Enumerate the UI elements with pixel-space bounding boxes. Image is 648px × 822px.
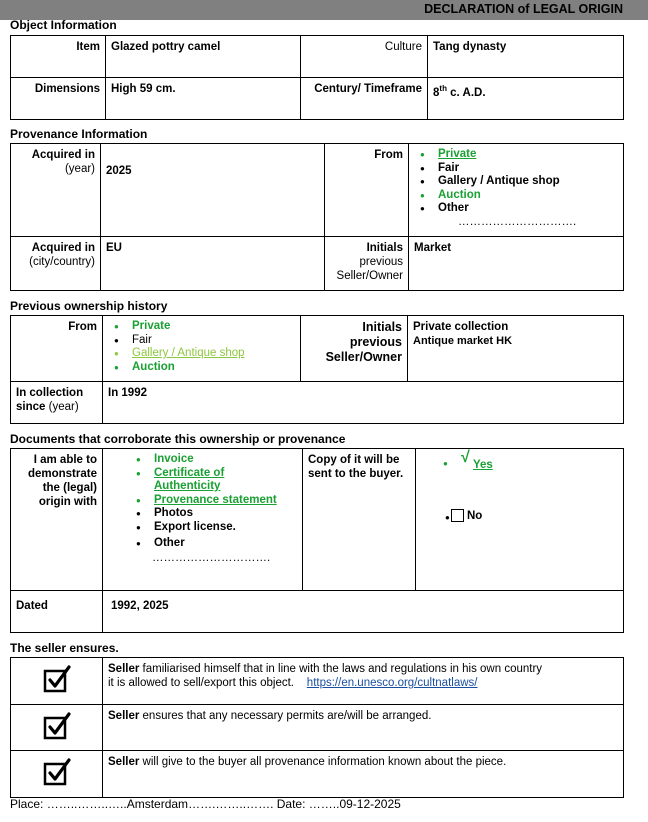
provenance-option-private: ● Private (414, 148, 618, 162)
seller-check-3-cell (11, 751, 103, 798)
able-line4: origin with (38, 496, 97, 508)
culture-label: Culture (301, 36, 428, 78)
section-title-previous-ownership: Previous ownership history (10, 299, 168, 313)
century-rest: c. A.D. (446, 86, 486, 99)
object-information-table (10, 35, 624, 120)
place-dots-after: …….……..……. (188, 797, 274, 811)
checkbox-checked-icon (42, 757, 72, 787)
initials-label-line3: Seller/Owner (336, 270, 403, 282)
previous-initials-label-cell (301, 316, 408, 382)
initials-label-line1: Initials (366, 242, 403, 254)
provenance-option-fair: ● Fair (414, 162, 618, 176)
dimensions-label: Dimensions (11, 78, 106, 120)
copy-text: Copy of it will be sent to the buyer. (303, 449, 416, 591)
yes-label: Yes (473, 459, 493, 471)
provenance-table (10, 143, 624, 291)
seller-statement-3 (103, 751, 624, 798)
acquired-year-value: 2025 (101, 144, 325, 237)
dimensions-value: High 59 cm. (106, 78, 301, 120)
doc-option-export-license: ● Export license. (130, 521, 297, 535)
date-value: 09-12-2025 (339, 797, 401, 811)
previous-option-private: ● Private (108, 320, 295, 334)
date-dots: …….. (305, 797, 340, 811)
section-title-documents: Documents that corroborate this ownership or provenance (10, 432, 346, 446)
provenance-option-gallery: ● Gallery / Antique shop (414, 175, 618, 189)
seller-ensures-table (10, 657, 624, 798)
century-suffix: th (439, 84, 447, 93)
initials-value: Market (409, 237, 624, 291)
initials-label-line2: previous (359, 256, 403, 268)
since-label: since (16, 401, 46, 413)
unesco-link[interactable]: https://en.unesco.org/cultnatlaws/ (306, 677, 478, 689)
section-title-object-information: Object Information (10, 18, 117, 32)
place-value: Amsterdam (126, 797, 189, 811)
item-value: Glazed pottry camel (106, 36, 301, 78)
century-value (428, 78, 624, 120)
seller-statement-2 (103, 705, 624, 751)
in-collection-label-cell (11, 382, 103, 424)
in-collection-value: In 1992 (103, 382, 624, 424)
doc-option-photos: ● Photos (130, 507, 297, 521)
no-label: No (467, 510, 483, 522)
documents-options (103, 449, 303, 591)
previous-initials-value-2: Antique market HK (413, 335, 513, 347)
documents-label-cell (11, 449, 103, 591)
acquired-city-label-cell (11, 237, 101, 291)
previous-initials-line3: Seller/Owner (325, 350, 402, 364)
year-label: (year) (64, 163, 95, 175)
documents-table (10, 448, 624, 633)
previous-option-fair: ● Fair (108, 334, 295, 348)
previous-from-options (103, 316, 301, 382)
previous-option-gallery: ● Gallery / Antique shop (108, 347, 295, 361)
century-label: Century/ Timeframe (301, 78, 428, 120)
seller-text-1: familiarised himself that in line with the laws and regulations in his own country (139, 663, 543, 675)
section-title-seller-ensures: The seller ensures. (10, 641, 119, 655)
seller-check-2-cell (11, 705, 103, 751)
seller-text-2: ensures that any necessary permits are/will be arranged. (139, 710, 432, 722)
culture-value (428, 36, 624, 78)
acquired-year-label-cell (11, 144, 101, 237)
provenance-from-label: From (325, 144, 409, 237)
doc-option-provenance-statement: ● Provenance statement (130, 494, 297, 508)
able-line2: demonstrate (27, 468, 97, 480)
checkbox-checked-icon (42, 664, 72, 694)
doc-other-dots: …………………………. (152, 551, 271, 564)
previous-ownership-table (10, 315, 624, 424)
provenance-option-other: ● Other (414, 202, 618, 216)
previous-initials-line1: Initials (362, 320, 402, 334)
previous-option-auction: ● Auction (108, 361, 295, 375)
no-checkbox[interactable] (451, 509, 464, 522)
seller-word-1: Seller (108, 663, 140, 675)
culture-value-text: Tang dynasty (433, 41, 507, 53)
section-title-provenance: Provenance Information (10, 127, 148, 141)
seller-word-3: Seller (108, 756, 140, 768)
seller-statement-1 (103, 658, 624, 705)
yes-check-mark: √ (461, 449, 470, 466)
provenance-option-auction: ● Auction (414, 189, 618, 203)
since-year-label: (year) (48, 401, 79, 413)
doc-option-invoice: ● Invoice (130, 453, 297, 467)
footer-place-date (10, 797, 401, 811)
able-line3: the (legal) (42, 482, 97, 494)
dated-value: 1992, 2025 (103, 591, 624, 633)
acquired-city-value: EU (101, 237, 325, 291)
acquired-city-label: Acquired in (31, 242, 95, 254)
previous-initials-value-1: Private collection (413, 321, 509, 333)
date-label: Date: (273, 797, 306, 811)
previous-initials-value (408, 316, 624, 382)
seller-word-2: Seller (108, 710, 140, 722)
acquired-in-label: Acquired in (31, 149, 95, 161)
century-number: 8 (433, 86, 440, 99)
previous-from-label: From (11, 316, 103, 382)
in-collection-label: In collection (16, 387, 84, 399)
doc-option-certificate: ● Certificate of Authenticity (130, 467, 264, 494)
initials-label-cell (325, 237, 409, 291)
item-label: Item (11, 36, 106, 78)
place-label: Place: (10, 797, 44, 811)
no-bullet-icon: ● (445, 513, 450, 522)
yes-bullet-icon: ● (443, 459, 448, 468)
able-line1: I am able to (33, 454, 97, 466)
doc-option-other: ● Other (130, 537, 297, 551)
seller-text-3: will give to the buyer all provenance information known about the piece. (139, 756, 507, 768)
checkbox-checked-icon (42, 711, 72, 741)
seller-check-1-cell (11, 658, 103, 705)
copy-options (416, 449, 624, 591)
city-label: (city/country) (29, 256, 95, 268)
dated-label: Dated (11, 591, 103, 633)
seller-text-1b: it is allowed to sell/export this object. (108, 677, 295, 689)
previous-initials-line2: previous (349, 335, 402, 349)
provenance-from-options (409, 144, 624, 237)
document-title: DECLARATION of LEGAL ORIGIN (424, 2, 623, 16)
place-dots-before: ……..……..….. (43, 797, 127, 811)
provenance-other-dots: …………………………. (458, 215, 577, 228)
